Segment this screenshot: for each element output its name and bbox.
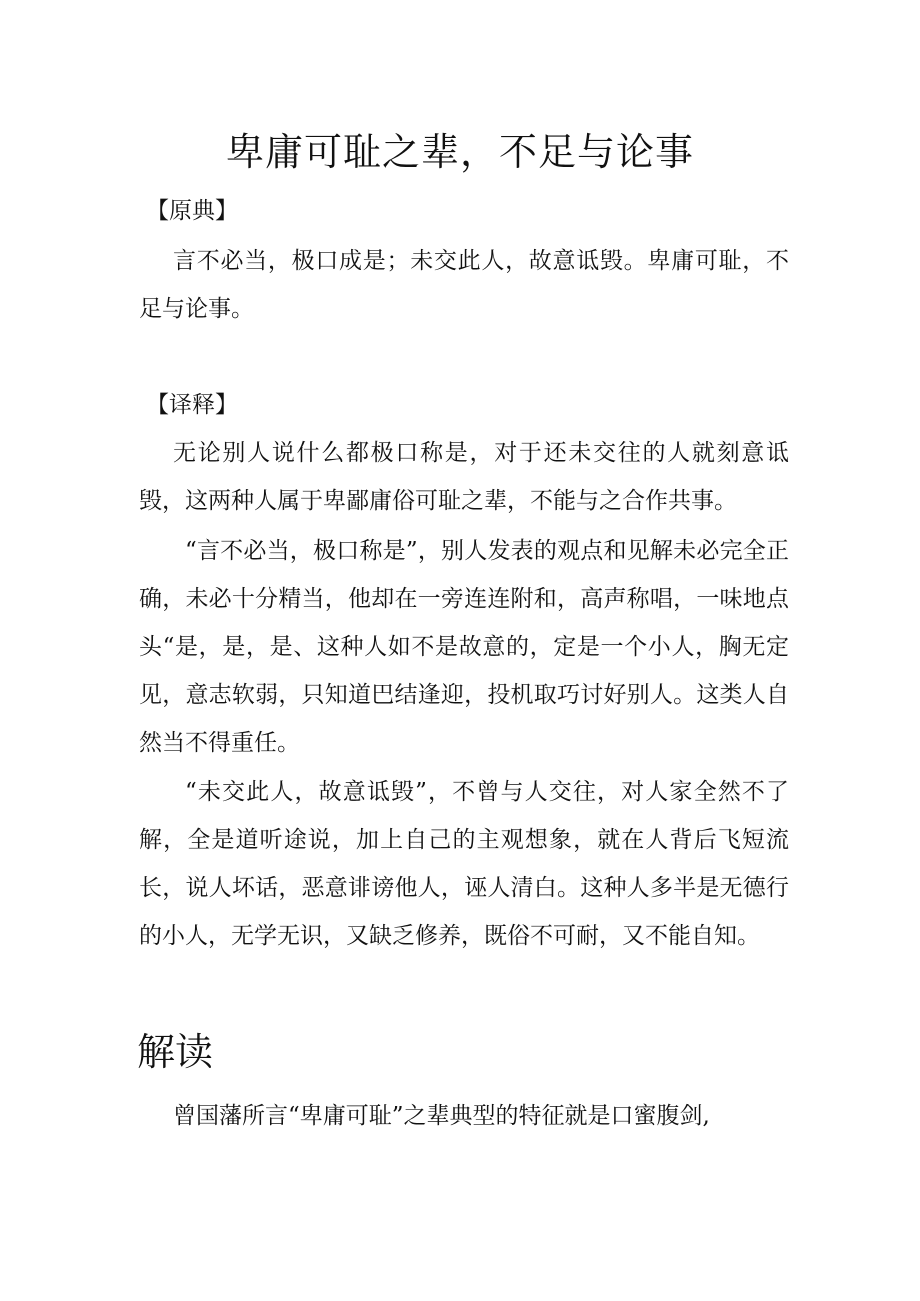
translation-paragraph-1: 无论别人说什么都极口称是，对于还未交往的人就刻意诋毁，这两种人属于卑鄙庸俗可耻之辈，不能与之合作共事。 xyxy=(139,440,789,514)
page-title: 卑庸可耻之辈，不足与论事 xyxy=(225,130,694,174)
section-label-original: 【原典】 xyxy=(146,198,238,224)
interpretation-text: 曾国藩所言“卑庸可耻”之辈典型的特征就是口蜜腹剑, xyxy=(173,1103,710,1129)
section-label-translation: 【译释】 xyxy=(146,392,238,418)
original-text: 言不必当，极口成是；未交此人，故意诋毁。卑庸可耻，不足与论事。 xyxy=(139,248,789,322)
translation-paragraph-2: “言不必当，极口称是”，别人发表的观点和见解未必完全正确，未必十分精当，他却在一旁连连附和，高声称唱，一味地点头“是，是，是、这种人如不是故意的，定是一个小人，胸无定见，意志软弱，只知道巴结逢迎，投机取巧讨好别人。这类人自然当不得重任。 xyxy=(139,538,789,756)
section-heading-interpretation: 解读 xyxy=(137,1030,214,1074)
translation-paragraph-3: “未交此人，故意诋毁”，不曾与人交往，对人家全然不了解，全是道听途说，加上自己的主观想象，就在人背后飞短流长，说人坏话，恶意诽谤他人，诬人清白。这种人多半是无德行的小人，无学无识，又缺乏修养，既俗不可耐，又不能自知。 xyxy=(139,779,789,949)
